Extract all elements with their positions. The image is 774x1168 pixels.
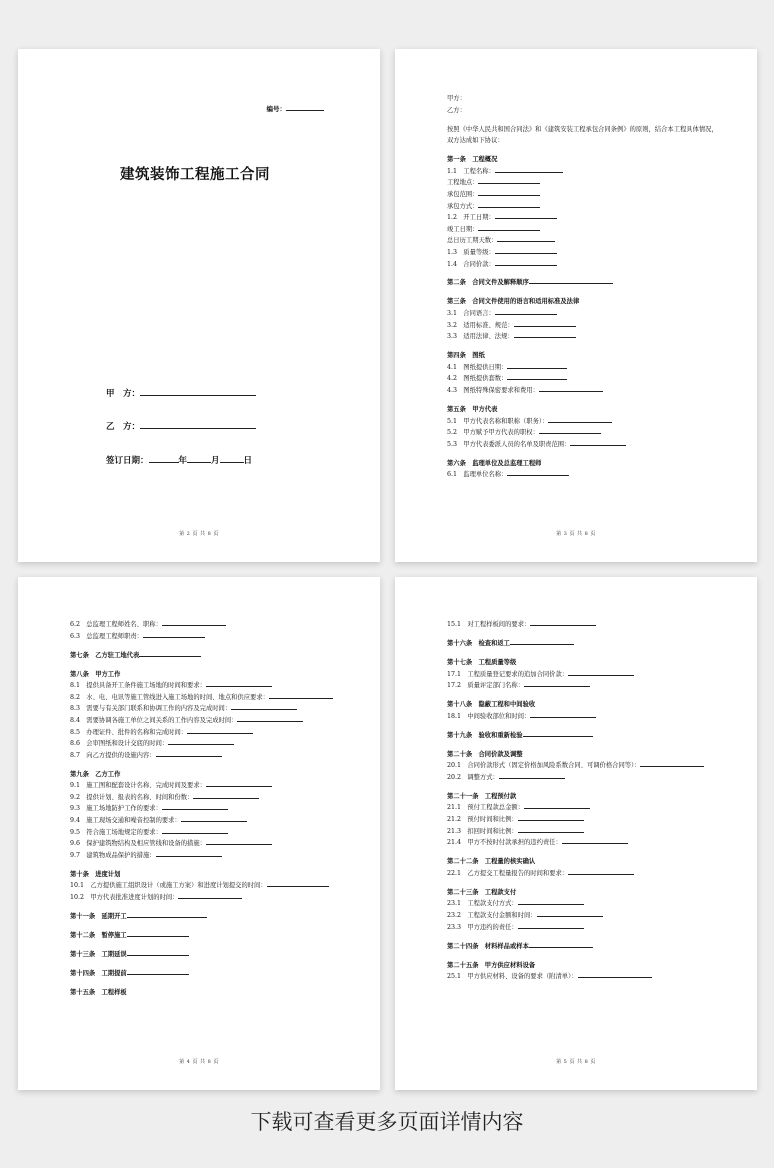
clause-text: 8.4 需要协调各施工单位之间关系的工作内容及完成时间： [70, 716, 238, 724]
clause-text: 第十四条 工期提前 [70, 969, 127, 977]
fill-in-blank [499, 772, 565, 779]
clause-text: 第三条 合同文件使用的语言和适用标准及法律 [447, 298, 580, 306]
clause-line [447, 416, 747, 428]
page-number: 第 2 页 共 8 页 [179, 531, 219, 537]
fill-in-blank [518, 826, 584, 833]
clause-line [447, 814, 747, 826]
clause-heading [70, 669, 370, 681]
clause-heading [447, 154, 747, 166]
clause-text: 3.1 合同语言： [447, 310, 495, 318]
clause-line [70, 827, 370, 839]
clause-line [447, 373, 747, 385]
clause-heading [447, 458, 747, 470]
clause-heading [70, 650, 370, 662]
clause-heading [70, 869, 370, 881]
fill-in-blank [523, 730, 593, 737]
fill-in-blank [495, 308, 557, 315]
clause-text: 22.1 乙方提交工程量报告的时间和要求： [447, 869, 569, 877]
clause-text: 9.4 施工现场交通和噪音控制的要求： [70, 817, 181, 825]
clause-line [70, 815, 370, 827]
clause-text: 第十二条 暂停施工 [70, 932, 127, 939]
party-a-line [106, 387, 256, 399]
fill-in-blank [529, 277, 613, 284]
day-label: 日 [243, 456, 253, 466]
fill-in-blank [510, 638, 574, 645]
clause-text: 8.5 办理证件、批件的名称和完成时间： [70, 728, 188, 736]
fill-in-blank [530, 619, 596, 626]
clause-text: 第十三条 工期延误 [70, 950, 127, 958]
clause-heading [447, 749, 747, 761]
clause-text: 第一条 工程概况 [447, 156, 498, 164]
party-a-blank [140, 387, 256, 396]
clause-line [447, 331, 747, 343]
clause-text: 双方达成如下协议： [447, 137, 504, 145]
clause-text: 1.2 开工日期： [447, 214, 495, 222]
page-number: 第 5 页 共 8 页 [556, 1059, 596, 1065]
clause-text: 5.1 甲方代表名称和职称（职务）： [447, 417, 549, 425]
clause-line [447, 711, 747, 723]
fill-in-blank [478, 189, 540, 196]
clause-text: 23.1 工程款支付方式： [447, 900, 518, 908]
clause-text: 20.1 合同价款形式（固定价格加风险系数合同、可调价格合同等）： [447, 762, 641, 770]
clause-text: 18.1 中间验收部位和时间： [447, 712, 531, 720]
clause-text: 第十条 进度计划 [70, 870, 121, 878]
fill-in-blank [206, 780, 272, 787]
clause-text: 9.5 符合施工场地规定的要求： [70, 828, 162, 836]
clause-line [447, 308, 747, 320]
clause-text: 第十七条 工程质量等级 [447, 658, 517, 666]
page-2 [395, 49, 757, 562]
clause-text: 第十八条 隐蔽工程和中间验收 [447, 701, 536, 709]
party-b-line [106, 420, 256, 432]
fill-in-blank [507, 469, 569, 476]
clause-line [447, 235, 747, 247]
clause-line [447, 837, 747, 849]
clause-text: 第二十二条 工程量的核实确认 [447, 858, 536, 866]
clause-line [447, 224, 747, 236]
clause-text: 竣工日期： [447, 225, 479, 233]
party-b-label: 乙 方： [106, 422, 141, 432]
clause-text: 第五条 甲方代表 [447, 406, 498, 413]
clause-text: 8.3 需要与有关部门联系和协调工作的内容及完成时间： [70, 705, 232, 713]
clause-text: 9.2 提供计划、报表的名称、时间和份数： [70, 793, 194, 801]
clause-line [447, 898, 747, 910]
fill-in-blank [127, 911, 207, 918]
clause-line [447, 772, 747, 784]
code-label: 编号： [266, 105, 286, 113]
fill-in-blank [495, 247, 557, 254]
clause-text: 9.6 保护建筑物结构及相应管线和设备的措施： [70, 840, 206, 848]
clause-text: 第四条 图纸 [447, 352, 485, 360]
fill-in-blank [518, 814, 584, 821]
page-4-lines [447, 619, 747, 983]
clause-text: 9.1 施工图和配套设计名称、完成时间及要求： [70, 782, 206, 790]
clause-line [447, 971, 747, 983]
clause-text: 21.3 扣回时间和比例： [447, 827, 518, 835]
clause-text: 承包方式： [447, 202, 479, 210]
clause-line [70, 792, 370, 804]
clause-text: 8.7 向乙方提供的设施内容： [70, 751, 156, 759]
clause-line [447, 135, 747, 147]
fill-in-blank [237, 715, 303, 722]
clause-line [447, 910, 747, 922]
clause-text: 3.2 适用标准、规范： [447, 321, 514, 329]
clause-text: 5.2 甲方赋予甲方代表的职权： [447, 429, 539, 437]
fill-in-blank [507, 362, 567, 369]
fill-in-blank [206, 680, 272, 687]
clause-line [447, 105, 747, 117]
clause-line [447, 385, 747, 397]
page-4 [395, 577, 757, 1090]
fill-in-blank [162, 619, 226, 626]
clause-text: 1.1 工程名称： [447, 167, 495, 175]
clause-line [70, 715, 370, 727]
fill-in-blank [539, 427, 601, 434]
page-cover [18, 49, 380, 562]
fill-in-blank [495, 259, 557, 266]
page-3 [18, 577, 380, 1090]
page-number: 第 3 页 共 8 页 [556, 531, 596, 537]
clause-line [70, 680, 370, 692]
fill-in-blank [530, 711, 596, 718]
clause-line [447, 619, 747, 631]
fill-in-blank [578, 971, 652, 978]
clause-text: 乙方： [447, 106, 466, 114]
clause-heading [70, 911, 370, 923]
clause-text: 10.1 乙方提供施工组织设计（或施工方案）和进度计划提交的时间： [70, 882, 267, 890]
clause-line [70, 619, 370, 631]
fill-in-blank [162, 827, 228, 834]
clause-text: 第八条 甲方工作 [70, 670, 121, 678]
fill-in-blank [181, 815, 247, 822]
clause-text: 1.4 合同价款： [447, 260, 495, 268]
clause-line [447, 427, 747, 439]
clause-text: 23.3 甲方违约的责任： [447, 923, 518, 931]
fill-in-blank [162, 803, 228, 810]
document-title: 建筑装饰工程施工合同 [120, 166, 270, 183]
clause-line [70, 692, 370, 704]
contract-code [267, 104, 325, 113]
clause-text: 第二十三条 工程款支付 [447, 888, 517, 896]
clause-heading [70, 930, 370, 942]
clause-heading [447, 960, 747, 972]
clause-text: 第二十条 合同价款及调整 [447, 750, 523, 758]
fill-in-blank [524, 802, 590, 809]
clause-text: 20.2 调整方式： [447, 773, 499, 781]
fill-in-blank [178, 892, 242, 899]
clause-heading [447, 404, 747, 416]
month-label: 月 [211, 456, 220, 466]
clause-text: 4.2 图纸提供套数： [447, 375, 508, 383]
fill-in-blank [231, 703, 297, 710]
clause-line [70, 838, 370, 850]
clause-text: 第十九条 验收和重新检验 [447, 731, 523, 739]
clause-text: 6.3 总监理工程师职责： [70, 632, 143, 640]
clause-line [447, 802, 747, 814]
clause-text: 承包范围： [447, 190, 479, 198]
fill-in-blank [570, 439, 626, 446]
clause-line [447, 922, 747, 934]
clause-text: 10.2 甲方代表批准进度计划的时间： [70, 894, 179, 902]
fill-in-blank [529, 941, 593, 948]
clause-line [447, 669, 747, 681]
sign-date-line [106, 454, 252, 466]
clause-line [70, 850, 370, 862]
clause-heading [447, 856, 747, 868]
clause-line [447, 469, 747, 481]
clause-text: 工程地点： [447, 179, 479, 187]
clause-text: 第九条 乙方工作 [70, 770, 121, 778]
clause-line [447, 212, 747, 224]
fill-in-blank [524, 680, 590, 687]
fill-in-blank [168, 738, 234, 745]
clause-heading [447, 277, 747, 289]
clause-line [447, 362, 747, 374]
clause-heading [447, 730, 747, 742]
clause-text: 6.1 监理单位名称： [447, 471, 508, 479]
page-2-lines [447, 93, 747, 481]
clause-line [447, 680, 747, 692]
clause-text: 4.3 图纸特殊保密要求和费用： [447, 387, 539, 395]
clause-line [70, 738, 370, 750]
page-3-lines [70, 619, 370, 999]
clause-line [447, 760, 747, 772]
clause-text: 15.1 对工程样板间的要求： [447, 621, 531, 628]
clause-line [447, 259, 747, 271]
clause-text: 8.2 水、电、电讯等施工管线进入施工场地的时间、地点和供应要求： [70, 693, 269, 701]
fill-in-blank [514, 320, 576, 327]
fill-in-blank [139, 650, 201, 657]
clause-line [447, 868, 747, 880]
fill-in-blank [518, 922, 584, 929]
fill-in-blank [548, 416, 612, 423]
clause-line [447, 826, 747, 838]
clause-line [70, 750, 370, 762]
clause-text: 第二十一条 工程预付款 [447, 792, 517, 800]
clause-heading [447, 638, 747, 650]
clause-heading [70, 769, 370, 781]
fill-in-blank [156, 850, 222, 857]
clause-text: 甲方： [447, 95, 466, 102]
clause-line [447, 177, 747, 189]
clause-text: 9.7 建筑物成品保护的措施： [70, 851, 156, 859]
page-number: 第 4 页 共 8 页 [179, 1059, 219, 1065]
fill-in-blank [127, 930, 189, 937]
fill-in-blank [514, 331, 576, 338]
year-blank [149, 454, 179, 463]
month-blank [187, 454, 211, 463]
clause-text: 第七条 乙方驻工地代表 [70, 651, 140, 659]
fill-in-blank [495, 166, 563, 173]
download-more-link[interactable]: 下载可查看更多页面详情内容 [250, 1110, 524, 1134]
clause-heading [447, 791, 747, 803]
day-blank [220, 454, 244, 463]
clause-text: 第二条 合同文件及解释顺序 [447, 279, 529, 287]
clause-heading [447, 887, 747, 899]
clause-text: 3.3 适用法律、法规： [447, 333, 514, 341]
clause-text: 第十五条 工程样板 [70, 988, 127, 996]
clause-line [447, 439, 747, 451]
clause-heading [70, 987, 370, 999]
party-a-label: 甲 方： [106, 389, 141, 399]
clause-heading [70, 949, 370, 961]
clause-text: 21.2 预付时间和比例： [447, 816, 518, 824]
clause-line [70, 803, 370, 815]
fill-in-blank [507, 373, 567, 380]
fill-in-blank [127, 968, 189, 975]
clause-line [447, 201, 747, 213]
fill-in-blank [269, 692, 333, 699]
clause-heading [447, 699, 747, 711]
clause-heading [70, 968, 370, 980]
clause-text: 4.1 图纸提供日期： [447, 363, 508, 371]
clause-text: 21.1 预付工程款总金额： [447, 804, 524, 812]
fill-in-blank [497, 235, 555, 242]
fill-in-blank [478, 177, 540, 184]
clause-line [70, 727, 370, 739]
clause-text: 1.3 质量等级： [447, 248, 495, 256]
clause-text: 第十六条 检查和返工 [447, 639, 510, 647]
clause-text: 17.1 工程质量登记要求的追加合同价款： [447, 670, 569, 678]
fill-in-blank [143, 631, 205, 638]
clause-line [70, 780, 370, 792]
clause-text: 按照《中华人民共和国合同法》和《建筑安装工程承包合同条例》的原则，结合本工程具体情况， [447, 125, 718, 133]
clause-line [447, 189, 747, 201]
clause-line [70, 880, 370, 892]
fill-in-blank [478, 201, 540, 208]
fill-in-blank [539, 385, 603, 392]
clause-text: 8.1 提供具备开工条件施工场地的时间和要求： [70, 682, 206, 690]
fill-in-blank [206, 838, 272, 845]
clause-line [447, 320, 747, 332]
clause-text: 第二十五条 甲方供应材料设备 [447, 961, 536, 969]
clause-text: 8.6 会审图纸和设计交底的时间： [70, 740, 169, 748]
sign-date-label: 签订日期： [106, 456, 149, 466]
fill-in-blank [537, 910, 603, 917]
fill-in-blank [187, 727, 253, 734]
clause-text: 23.2 工程款支付金额和时间： [447, 912, 537, 919]
clause-text: 21.4 甲方不按时付款承担的违约责任： [447, 839, 562, 847]
clause-heading [447, 657, 747, 669]
clause-line [70, 631, 370, 643]
fill-in-blank [267, 880, 329, 887]
clause-text: 总日历工期天数： [447, 237, 498, 245]
code-blank [286, 104, 324, 111]
clause-line [70, 703, 370, 715]
clause-heading [447, 296, 747, 308]
fill-in-blank [193, 792, 259, 799]
clause-line [447, 166, 747, 178]
clause-heading [447, 941, 747, 953]
clause-text: 17.2 质量评定部门名称： [447, 682, 524, 690]
clause-line [447, 124, 747, 136]
fill-in-blank [568, 669, 634, 676]
clause-text: 第二十四条 材料样品或样本 [447, 942, 529, 950]
clause-text: 第十一条 延期开工 [70, 913, 127, 921]
clause-heading [447, 350, 747, 362]
clause-line [447, 247, 747, 259]
fill-in-blank [518, 898, 584, 905]
fill-in-blank [127, 949, 189, 956]
fill-in-blank [478, 224, 540, 231]
fill-in-blank [562, 837, 628, 844]
clause-text: 6.2 总监理工程师姓名、职称： [70, 621, 162, 628]
party-b-blank [140, 420, 256, 429]
clause-text: 第六条 监理单位及总监理工程师 [447, 459, 542, 467]
year-label: 年 [178, 456, 188, 466]
fill-in-blank [640, 760, 704, 767]
clause-text: 9.3 施工场地防护工作的要求： [70, 805, 162, 813]
fill-in-blank [568, 868, 634, 875]
clause-line [70, 892, 370, 904]
clause-text: 25.1 甲方供应材料、设备的要求（附清单）： [447, 973, 578, 981]
fill-in-blank [495, 212, 557, 219]
clause-text: 5.3 甲方代表委派人员的名单及职责范围： [447, 440, 571, 448]
fill-in-blank [156, 750, 222, 757]
clause-line [447, 93, 747, 105]
